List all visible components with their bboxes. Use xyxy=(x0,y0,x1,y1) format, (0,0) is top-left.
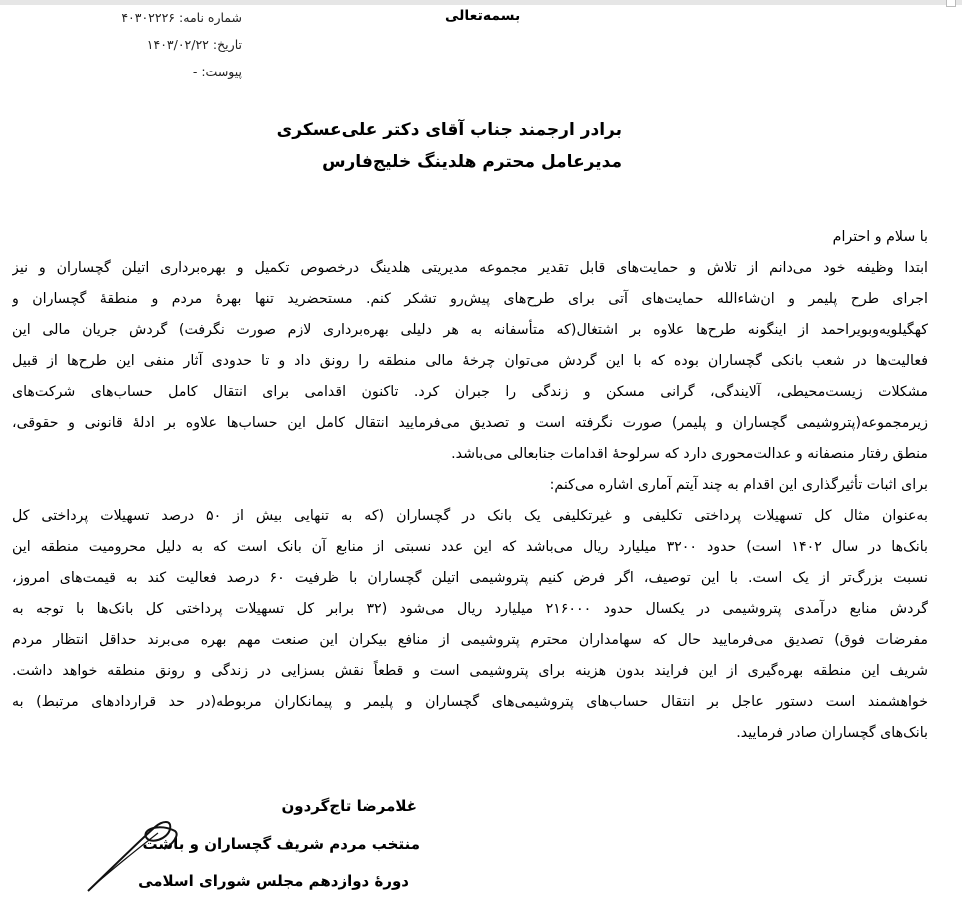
handwritten-signature xyxy=(80,815,190,895)
body-line: اجرای طرح پلیمر و ان‌شاءالله حمایت‌های آتی برای طرح‌های پیش‌رو تشکر کنم. مستحضرید تنها بهرهٔ مردم و منطقهٔ گچساران و xyxy=(12,291,928,307)
body-line: مشکلات زیست‌محیطی، آلایندگی، گرانی مسکن و زندگی را جبران کرد. تاکنون اقدامی برای انتقال کامل حساب‌های شرکت‌های xyxy=(12,384,928,400)
date-value: ۱۴۰۳/۰۲/۲۲ xyxy=(146,37,209,52)
signatory-term: دورهٔ دوازدهم مجلس شورای اسلامی xyxy=(138,872,409,890)
body-line: فعالیت‌ها در شعب بانکی گچساران بوده که با این گردش می‌توان چرخهٔ مالی منطقه را رونق داد و تا حدودی آثار منفی این طرح‌ها از قبیل xyxy=(12,353,928,369)
body-line: بانک‌های گچساران صادر فرمایید. xyxy=(736,725,928,741)
letter-date xyxy=(143,37,242,52)
body-line: کهگیلویه‌وبویراحمد از اینگونه طرح‌ها علاوه بر اشتغال(که متأسفانه به هر دلیلی بهره‌برداری لازم صورت نگرفت) گردش جریان مالی این xyxy=(12,322,928,338)
letter-body xyxy=(12,222,928,749)
letter-attachment xyxy=(189,64,242,79)
invocation: بسمه‌تعالی xyxy=(445,8,521,24)
window-corner-control xyxy=(946,0,956,7)
greeting: با سلام و احترام xyxy=(832,229,928,245)
letter-number xyxy=(117,10,242,25)
attachment-label: پیوست: xyxy=(201,64,242,79)
body-lines xyxy=(12,253,928,749)
signatory-name: غلامرضا تاج‌گردون xyxy=(281,797,417,815)
signatory-title: منتخب مردم شریف گچساران و باشت xyxy=(142,835,420,853)
window-top-bar xyxy=(0,0,962,5)
body-line: نسبت بزرگ‌تر از یک است. با این توصیف، اگر فرض کنیم پتروشیمی اتیلن گچساران با ظرفیت ۶۰ درصد فعالیت کند به قیمت‌های امروز، xyxy=(12,570,928,586)
body-line: منطق رفتار منصفانه و عدالت‌محوری دارد که سرلوحهٔ اقدامات جنابعالی می‌باشد. xyxy=(451,446,928,462)
body-line: بانک‌ها در سال ۱۴۰۲ است) حدود ۳۲۰۰ میلیارد ریال می‌باشد که این عدد نسبتی از منابع آن بانک است که به دلیل محرومیت منطقه این xyxy=(12,539,928,555)
body-line: گردش منابع درآمدی پتروشیمی در یکسال حدود ۲۱۶۰۰۰ میلیارد ریال می‌شود (۳۲ برابر کل تسهیلات پرداختی کل بانک‌ها با توجه به xyxy=(12,601,928,617)
body-line: زیرمجموعه(پتروشیمی گچساران و پلیمر) صورت نگرفته است و تصدیق می‌فرمایید انتقال کامل این حساب‌ها علاوه بر ادلهٔ قانونی و حقوقی، xyxy=(12,415,928,431)
letter-number-label: شماره نامه: xyxy=(179,10,242,25)
recipient-name: برادر ارجمند جناب آقای دکتر علی‌عسکری xyxy=(276,120,622,140)
body-line: برای اثبات تأثیرگذاری این اقدام به چند آیتم آماری اشاره می‌کنم: xyxy=(549,477,928,493)
body-line: به‌عنوان مثال کل تسهیلات پرداختی تکلیفی و غیرتکلیفی یک بانک در گچساران (که به تنهایی بیش از ۵۰ درصد تسهیلات پرداختی کل xyxy=(12,508,928,524)
body-line: خواهشمند است دستور عاجل بر انتقال حساب‌های پتروشیمی‌های گچساران و پلیمر و پیمانکاران مربوطه(در حد قراردادهای مرتبط) به xyxy=(12,694,928,710)
date-label: تاریخ: xyxy=(212,37,242,52)
body-line: ابتدا وظیفه خود می‌دانم از تلاش و حمایت‌های قابل تقدیر مجموعه مدیریتی هلدینگ درخصوص تکمیل و بهره‌برداری اتیلن گچساران و نیز xyxy=(12,260,928,276)
body-line: شریف این منطقه بهره‌گیری از این فرایند بدون هزینه برای پتروشیمی است و قطعاً نقش بسزایی در زندگی و رونق منطقه خواهد داشت. xyxy=(12,663,928,679)
recipient-title: مدیرعامل محترم هلدینگ خلیج‌فارس xyxy=(322,152,622,172)
letter-number-value: ۴۰۳۰۲۲۲۶ xyxy=(121,10,176,25)
attachment-value: - xyxy=(192,64,198,79)
body-line: مفرضات فوق) تصدیق می‌فرمایید حال که سهامداران محترم پتروشیمی از منافع بیکران این صنعت مهم بهره می‌برند حداقل انتظار مردم xyxy=(12,632,928,648)
